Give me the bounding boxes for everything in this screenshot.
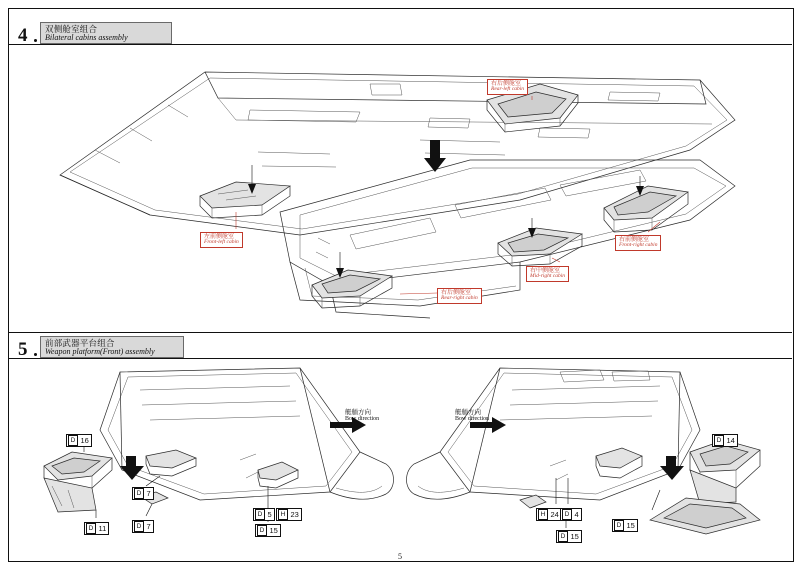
step5-title-cn: 前部武器平台组合 <box>45 339 115 349</box>
step5-number: 5 <box>18 339 28 360</box>
callout-front-right-cabin-en: Front-right cabin <box>619 242 658 249</box>
bow-direction-left-en: Bow direction <box>345 416 380 423</box>
part-chip-d14-letter: D <box>714 435 724 446</box>
part-chip-d16 <box>66 434 92 447</box>
part-chip-d7-lower-num: 7 <box>146 522 151 531</box>
part-chip-d15-mid-letter: D <box>558 531 568 542</box>
part-chip-d11-num: 11 <box>98 524 107 533</box>
part-chip-d11 <box>84 522 109 535</box>
part-chip-h23 <box>276 508 302 521</box>
step4-title-cn: 双侧舱室组合 <box>45 25 98 35</box>
callout-rear-left-cabin-cn: 右后侧舱室 <box>491 80 522 87</box>
callout-rear-left-cabin-en: Rear-left cabin <box>491 86 525 93</box>
part-chip-d15-mid <box>556 530 582 543</box>
callout-front-right-cabin-cn: 右前侧舱室 <box>619 236 650 243</box>
callout-rear-right-cabin-cn: 右后侧舱室 <box>441 289 472 296</box>
callout-mid-right-cabin-cn: 右中侧舱室 <box>530 267 561 274</box>
callout-front-left-cabin-cn: 左前侧舱室 <box>204 233 235 240</box>
part-chip-d11-letter: D <box>86 523 96 534</box>
part-chip-d15-mid-num: 15 <box>570 532 579 541</box>
part-chip-d16-letter: D <box>68 435 78 446</box>
bow-direction-left-cn: 艇艏方向 <box>345 408 371 416</box>
part-chip-d5-letter: D <box>255 509 265 520</box>
callout-rear-right-cabin-en: Rear-right cabin <box>441 295 478 302</box>
part-chip-d7-upper <box>132 487 154 500</box>
part-chip-d5 <box>253 508 275 521</box>
part-chip-h24 <box>536 508 562 521</box>
part-chip-d14-num: 14 <box>726 436 735 445</box>
bow-direction-right <box>455 409 489 423</box>
part-chip-h24-letter: H <box>538 509 548 520</box>
part-chip-d16-num: 16 <box>80 436 89 445</box>
part-chip-d4-num: 4 <box>574 510 579 519</box>
part-chip-d7-lower <box>132 520 154 533</box>
part-chip-d4-letter: D <box>562 509 572 520</box>
part-chip-d15-right-letter: D <box>614 520 624 531</box>
part-chip-d4 <box>560 508 582 521</box>
part-chip-d5-num: 5 <box>267 510 272 519</box>
part-chip-d15-right <box>612 519 638 532</box>
step4-title-en: Bilateral cabins assembly <box>45 33 128 42</box>
part-chip-d15-left-letter: D <box>257 525 267 536</box>
part-chip-d7-lower-letter: D <box>134 521 144 532</box>
part-chip-h24-num: 24 <box>550 510 559 519</box>
part-chip-d7-upper-num: 7 <box>146 489 151 498</box>
part-chip-d15-left-num: 15 <box>269 526 278 535</box>
callout-front-left-cabin-en: Front-left cabin <box>204 239 239 246</box>
step5-title-en: Weapon platform(Front) assembly <box>45 347 155 356</box>
part-chip-d14 <box>712 434 738 447</box>
callout-mid-right-cabin-en: Mid-right cabin <box>530 273 565 280</box>
bow-direction-right-cn: 艇艏方向 <box>455 408 481 416</box>
step4-number: 4 <box>18 25 28 46</box>
part-chip-h23-letter: H <box>278 509 288 520</box>
part-chip-d7-upper-letter: D <box>134 488 144 499</box>
part-chip-d15-left <box>255 524 281 537</box>
bow-direction-left <box>345 409 379 423</box>
page-number: 5 <box>398 552 402 561</box>
part-chip-h23-num: 23 <box>290 510 299 519</box>
part-chip-d15-right-num: 15 <box>626 521 635 530</box>
bow-direction-right-en: Bow direction <box>455 416 490 423</box>
